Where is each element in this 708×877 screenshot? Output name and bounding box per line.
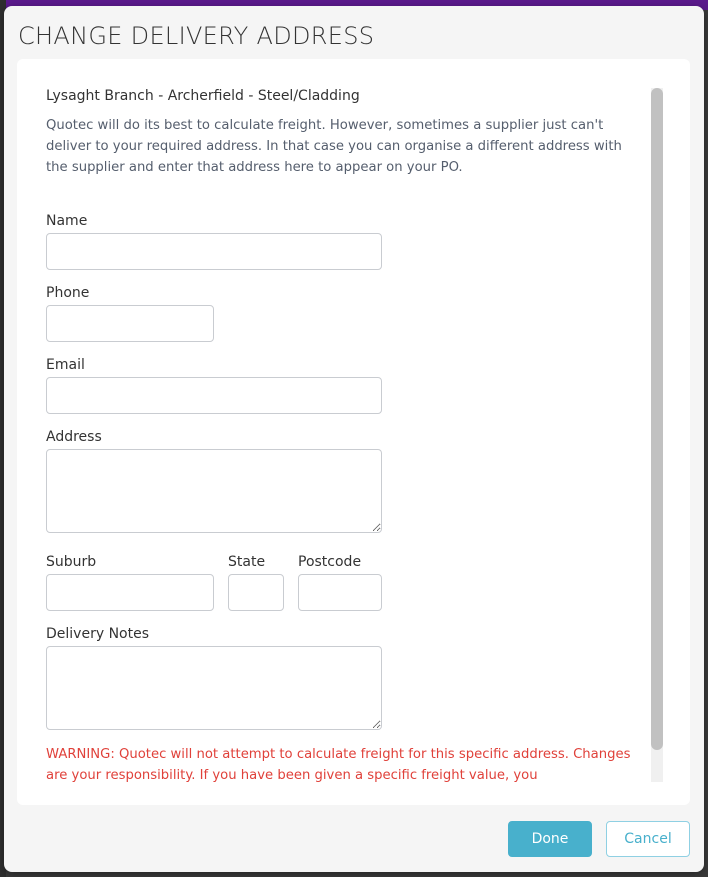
address-label: Address [46, 429, 102, 445]
state-label: State [228, 554, 266, 570]
address-textarea[interactable] [46, 449, 382, 533]
phone-label: Phone [46, 285, 90, 301]
branch-name: Lysaght Branch - Archerfield - Steel/Cladding [46, 88, 360, 104]
delivery-notes-label: Delivery Notes [46, 626, 149, 642]
dialog-scroll-area[interactable] [17, 59, 657, 782]
name-label: Name [46, 213, 88, 229]
intro-text: Quotec will do its best to calculate freight. However, sometimes a supplier just can't deliver to your required address. In that case you can organise a different address with the supplier and enter that address here to appear on your PO. [46, 118, 622, 175]
scrollbar-thumb[interactable] [651, 88, 663, 750]
delivery-notes-textarea[interactable] [46, 646, 382, 730]
email-label: Email [46, 357, 85, 373]
state-input[interactable] [228, 574, 284, 611]
change-delivery-address-dialog [4, 6, 704, 872]
cancel-button[interactable]: Cancel [606, 821, 690, 857]
suburb-label: Suburb [46, 554, 97, 570]
postcode-input[interactable] [298, 574, 382, 611]
email-input[interactable] [46, 377, 382, 414]
suburb-input[interactable] [46, 574, 214, 611]
phone-input[interactable] [46, 305, 214, 342]
name-input[interactable] [46, 233, 382, 270]
dialog-title: CHANGE DELIVERY ADDRESS [18, 22, 375, 50]
freight-warning-text: WARNING: Quotec will not attempt to calculate freight for this specific address. Changes are your responsibility. If you have been given a specific freight value, you [46, 747, 631, 782]
dialog-body-panel [17, 59, 690, 805]
postcode-label: Postcode [298, 554, 362, 570]
done-button[interactable]: Done [508, 821, 592, 857]
